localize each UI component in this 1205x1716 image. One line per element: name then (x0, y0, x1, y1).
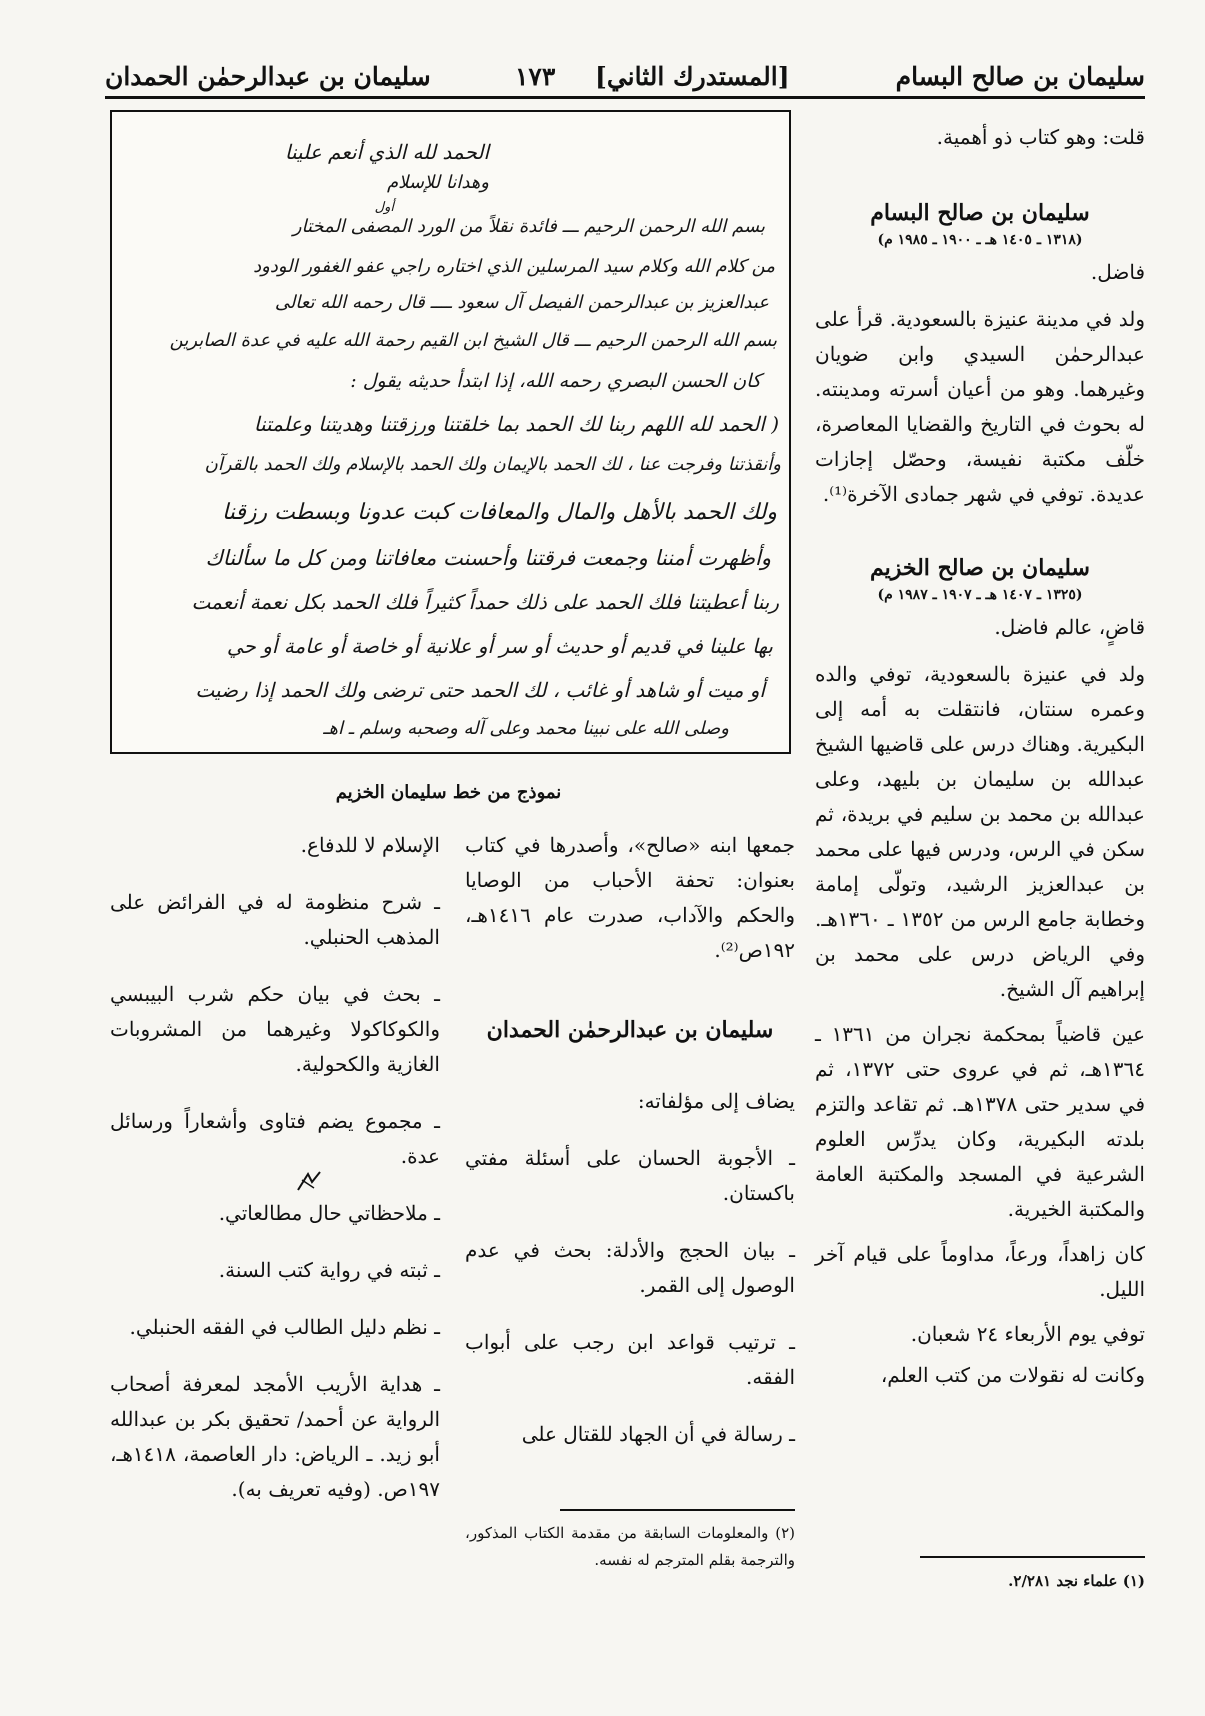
header-right-title: سليمان بن صالح البسام (895, 62, 1145, 91)
handwritten-line: وصلى الله على نبينا محمد وعلى آله وصحبه وسلم ـ اهـ (323, 718, 729, 739)
handwritten-line: ولك الحمد بالأهل والمال والمعافات كبت عدونا وبسطت رزقنا (222, 500, 777, 525)
list-item: ـ ترتيب قواعد ابن رجب على أبواب الفقه. (465, 1330, 795, 1389)
handwriting-sample (110, 110, 791, 754)
entry-title: سليمان بن صالح البسام (870, 200, 1090, 226)
entry-dates: (١٣٢٥ ـ ١٤٠٧ هـ ـ ١٩٠٧ ـ ١٩٨٧ م) (877, 587, 1083, 603)
header-left-title: سليمان بن عبدالرحمٰن الحمدان (105, 62, 431, 91)
handwritten-line: وأظهرت أمننا وجمعت فرقتنا وأحسنت معافاتنا ومن كل ما سألناك (205, 546, 771, 570)
entry-body: عين قاضياً بمحكمة نجران من ١٣٦١ ـ ١٣٦٤هـ، ثم في عروى حتى ١٣٧٢، ثم في سدير حتى ١٣٧٨هـ. ثم تقاعد والتزم بلدته البكيرية، وكان يدرِّس العلوم الشرعية في المسجد والمكتبة العامة والمكتبة الخيرية. (815, 1022, 1146, 1221)
paragraph: الإسلام لا للدفاع. (300, 833, 440, 857)
handwritten-line: بسم الله الرحمن الرحيم ـــ قال الشيخ ابن القيم رحمة الله عليه في عدة الصابرين (169, 330, 777, 351)
paragraph: جمعها ابنه «صالح»، وأصدرها في كتاب بعنوان: تحفة الأحباب من الوصايا والحكم والآداب، صدرت عام ١٤١٦هـ، ١٩٢ص⁽²⁾. (465, 833, 795, 962)
list-item: ـ مجموع يضم فتاوى وأشعاراً ورسائل عدة. (110, 1109, 440, 1168)
handwritten-line: وأنقذتنا وفرجت عنا ، لك الحمد بالإيمان ولك الحمد بالإسلام ولك الحمد بالقرآن (204, 454, 781, 475)
list-item: ـ الأجوبة الحسان على أسئلة مفتي باكستان. (465, 1146, 795, 1205)
handwritten-line: بسم الله الرحمن الرحيم ـــ فائدة نقلاً من الورد المصفى المختار (292, 216, 765, 237)
handwritten-line: عبدالعزيز بن عبدالرحمن الفيصل آل سعود ــــ قال رحمه الله تعالى (274, 292, 769, 313)
list-item: ـ رسالة في أن الجهاد للقتال على (521, 1422, 795, 1446)
list-item: ـ ثبته في رواية كتب السنة. (218, 1258, 440, 1282)
handwritten-line: ربنا أعطيتنا فلك الحمد على ذلك حمداً كثيراً فلك الحمد بكل نعمة أنعمت (191, 590, 779, 614)
handwritten-line: من كلام الله وكلام سيد المرسلين الذي اختاره راجي عفو الغفور الودود (253, 256, 775, 277)
intro-note: قلت: وهو كتاب ذو أهمية. (936, 125, 1145, 149)
footnote-rule (920, 1556, 1145, 1558)
entry-role: قاضٍ، عالم فاضل. (994, 615, 1145, 639)
entry-title: سليمان بن عبدالرحمٰن الحمدان (486, 1017, 774, 1043)
footnote: (١) علماء نجد ٢/٢٨١. (1008, 1572, 1145, 1590)
left-column (110, 828, 440, 1507)
handwritten-line: وهدانا للإسلام (386, 172, 489, 193)
list-item: ـ بيان الحجج والأدلة: بحث في عدم الوصول إلى القمر. (465, 1238, 795, 1297)
right-column (815, 120, 1145, 1393)
list-item: ـ ملاحظاتي حال مطالعاتي. (218, 1201, 440, 1225)
handwritten-line: ( الحمد لله اللهم ربنا لك الحمد بما خلقتنا ورزقتنا وهديتنا وعلمتنا (253, 412, 779, 436)
entry-body: ولد في مدينة عنيزة بالسعودية. قرأ على عبدالرحمٰن السيدي وابن ضويان وغيرهما. وهو من أعيان أسرته ومدينته. له بحوث في التاريخ والقضايا المعاصرة، خلّف مكتبة نفيسة، وحصّل إجازات عديدة. توفي في شهر جمادى الآخرة⁽¹⁾. (815, 307, 1145, 506)
list-item: ـ بحث في بيان حكم شرب البيبسي والكوكاكولا وغيرهما من المشروبات الغازية والكحولية. (110, 982, 440, 1076)
handwritten-line: أول (374, 200, 394, 215)
list-item: ـ هداية الأريب الأمجد لمعرفة أصحاب الرواية عن أحمد/ تحقيق بكر بن عبدالله أبو زيد. ـ الرياض: دار العاصمة، ١٤١٨هـ، ١٩٧ص. (وفيه تعريف به). (110, 1372, 440, 1501)
entry-body: وكانت له نقولات من كتب العلم، (880, 1363, 1145, 1387)
entry-body: ولد في عنيزة بالسعودية، توفي والده وعمره سنتان، فانتقلت به أمه إلى البكيرية. وهناك درس على قاضيها الشيخ عبدالله بن سليمان بن بليهد، وعلى عبدالله بن محمد بن سليم في بريدة، ثم سكن في الرس، ودرس فيها على محمد بن عبدالعزيز الرشيد، وتولّى إمامة وخطابة جامع الرس من ١٣٥٢ ـ ١٣٦٠هـ. وفي الرياض درس على محمد بن إبراهيم آل الشيخ. (815, 662, 1146, 1001)
running-header (105, 56, 1145, 99)
footnote-rule (560, 1509, 795, 1511)
handwritten-line: كان الحسن البصري رحمه الله، إذا ابتدأ حديثه يقول : (350, 370, 761, 392)
footnote: (٢) والمعلومات السابقة من مقدمة الكتاب المذكور، والترجمة بقلم المترجم له نفسه. (465, 1524, 795, 1569)
handwritten-line: الحمد لله الذي أنعم علينا (284, 140, 489, 164)
entry-role: فاضل. (1090, 260, 1145, 284)
handwritten-line: بها علينا في قديم أو حديث أو سر أو علانية أو خاصة أو عامة أو حي (226, 634, 773, 658)
figure-caption: نموذج من خط سليمان الخزيم (335, 782, 562, 803)
middle-column (465, 828, 795, 1452)
entry-dates: (١٣١٨ ـ ١٤٠٥ هـ ـ ١٩٠٠ ـ ١٩٨٥ م) (877, 232, 1083, 248)
handwritten-line: أو ميت أو شاهد أو غائب ، لك الحمد حتى ترضى ولك الحمد إذا رضيت (195, 678, 765, 702)
entry-body: توفي يوم الأربعاء ٢٤ شعبان. (910, 1322, 1145, 1346)
header-book-part: [المستدرك الثاني] (595, 62, 790, 91)
entry-title: سليمان بن صالح الخزيم (870, 555, 1090, 581)
entry-body: كان زاهداً، ورعاً، مداوماً على قيام آخر الليل. (815, 1242, 1145, 1301)
list-item: ـ شرح منظومة له في الفرائض على المذهب الحنبلي. (110, 890, 440, 949)
paragraph: يضاف إلى مؤلفاته: (637, 1089, 795, 1113)
list-item: ـ نظم دليل الطالب في الفقه الحنبلي. (129, 1315, 440, 1339)
page-number: ١٧٣ (515, 62, 556, 91)
correction-mark-icon (296, 1170, 322, 1192)
